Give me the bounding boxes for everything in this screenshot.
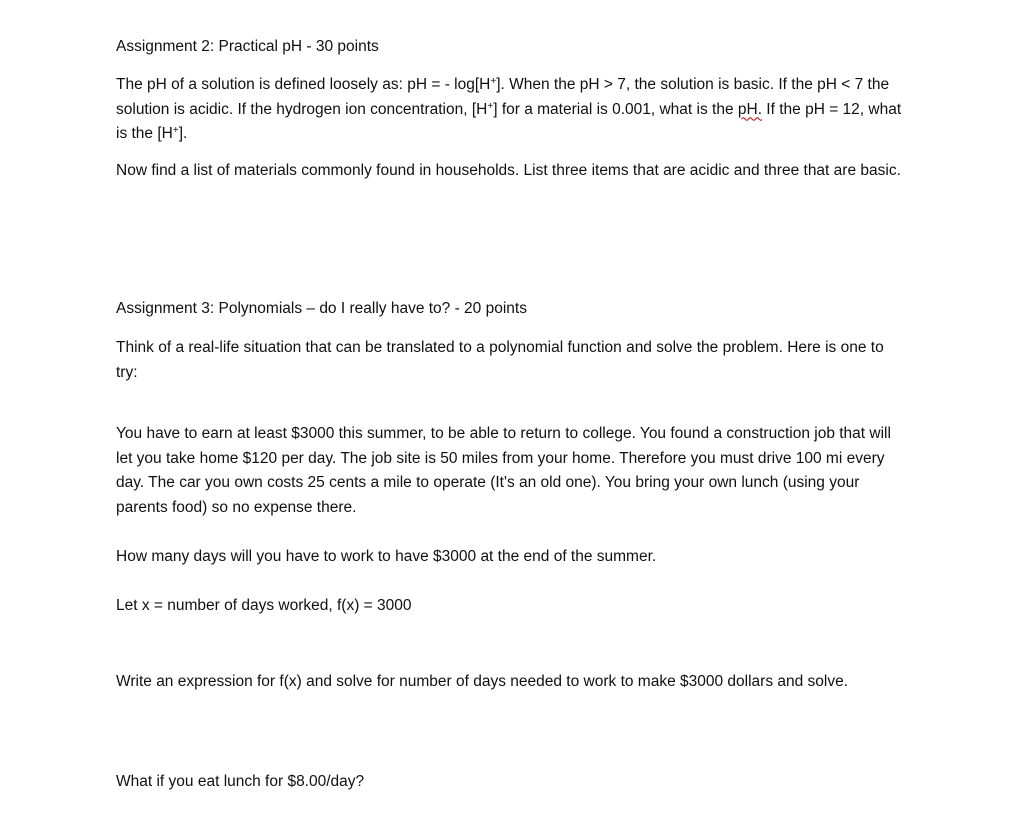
assignment-3-paragraph-5: Write an expression for f(x) and solve for number of days needed to work to make $3000 dollars and solve. [116, 673, 849, 690]
assignment-3-paragraph-3: How many days will you have to work to have $3000 at the end of the summer. [116, 548, 657, 565]
assignment-3-paragraph-2: You have to earn at least $3000 this summer, to be able to return to college. You found a construction job that will let you take home $120 per day. The job site is 50 miles from your home. Therefore you must drive 100 mi every day. The car you own costs 25 cents a mile to operate (It's an old one). You bring your own lunch (using your parents food) so no expense there. [116, 425, 891, 516]
concentration-question-text: ] for a material is 0.001, what is the [493, 100, 738, 118]
assignment-2-paragraph-2: Now find a list of materials commonly found in households. List three items that are acidic and three that are basic. [116, 162, 901, 179]
assignment-2-paragraph-1 [116, 73, 906, 147]
assignment-3-title: Assignment 3: Polynomials – do I really have to? - 20 points [116, 300, 527, 317]
superscript-plus: + [172, 125, 179, 136]
spellcheck-marked-ph: pH. [737, 100, 762, 118]
superscript-plus: + [490, 76, 497, 87]
superscript-plus: + [487, 100, 494, 112]
ph-12-question-text: If the pH = 12, what is the [H [116, 100, 902, 142]
assignment-3-paragraph-4: Let x = number of days worked, f(x) = 3000 [116, 597, 412, 614]
assignment-3-paragraph-1: Think of a real-life situation that can be translated to a polynomial function and solve the problem. Here is one to try: [116, 339, 884, 381]
assignment-2-title: Assignment 2: Practical pH - 30 points [116, 38, 379, 55]
assignment-3-paragraph-6: What if you eat lunch for $8.00/day? [116, 773, 365, 790]
ph-definition-text: The pH of a solution is defined loosely as: pH = - log[H [116, 76, 491, 93]
closing-bracket-text: ]. [178, 125, 188, 142]
ph-rules-text: ]. When the pH > 7, the solution is basic. If the pH < 7 the solution is acidic. If the hydrogen ion concentration, [H [116, 76, 890, 118]
